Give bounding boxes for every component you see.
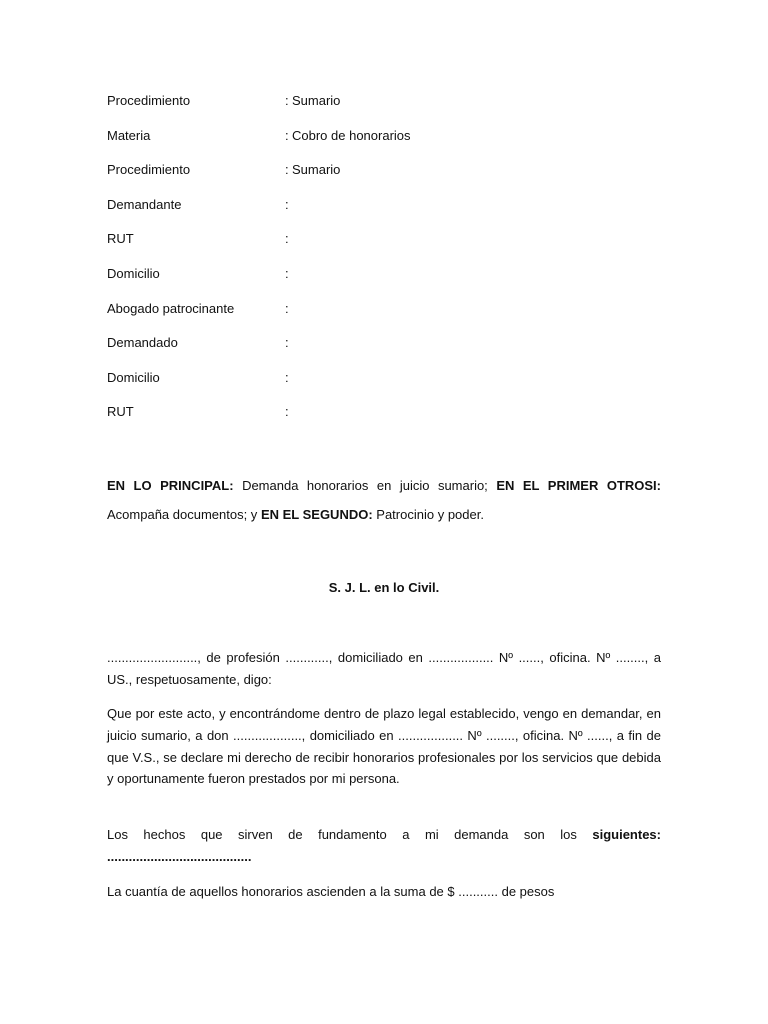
field-separator: :: [285, 231, 289, 247]
field-separator: :: [285, 162, 289, 178]
field-row-rut-2: [107, 402, 667, 437]
petition-summary: [107, 471, 661, 529]
principal-label: EN LO PRINCIPAL:: [107, 478, 234, 493]
field-value: Sumario: [292, 162, 341, 178]
field-row-abogado-patrocinante: [107, 299, 667, 334]
principal-text: Demanda honorarios en juicio sumario;: [242, 478, 488, 493]
field-row-domicilio-2: [107, 368, 667, 403]
field-label: RUT: [107, 404, 134, 420]
field-row-procedimiento: [107, 91, 667, 126]
body-paragraph-intro: ........................., de profesión ............, domiciliado en .................. Nº ......, oficina. Nº ........, a US., respetuosamente, digo:: [107, 650, 661, 687]
body-paragraph-facts: [107, 824, 661, 868]
field-label: Demandante: [107, 196, 182, 212]
field-label: Abogado patrocinante: [107, 300, 235, 316]
facts-text: Los hechos que sirven de fundamento a mi demanda son los: [107, 827, 577, 842]
field-label: Procedimiento: [107, 162, 191, 178]
facts-blank: siguientes: ........................................: [107, 827, 661, 864]
field-row-rut: [107, 229, 667, 264]
body-paragraph-amount: La cuantía de aquellos honorarios ascienden a la suma de $ ........... de pesos: [107, 884, 555, 899]
field-label: Domicilio: [107, 265, 160, 281]
field-label: RUT: [107, 231, 134, 247]
field-row-demandante: [107, 195, 667, 230]
segundo-otrosi-label: EN EL SEGUNDO:: [260, 507, 373, 522]
field-separator: :: [285, 93, 289, 108]
field-row-demandado: [107, 333, 667, 368]
field-row-procedimiento-2: [107, 160, 667, 195]
field-value: Sumario: [292, 93, 341, 108]
field-separator: :: [285, 369, 289, 385]
field-row-materia: [107, 126, 667, 161]
field-label: Domicilio: [107, 369, 160, 385]
field-separator: :: [285, 196, 289, 212]
field-separator: :: [285, 404, 289, 420]
field-label: Materia: [107, 127, 151, 143]
field-separator: :: [285, 335, 289, 351]
field-separator: :: [285, 265, 289, 281]
primer-otrosi-label: EN EL PRIMER OTROSI:: [496, 478, 661, 493]
segundo-otrosi-text: Patrocinio y poder.: [376, 507, 484, 522]
body-paragraph-demand: Que por este acto, y encontrándome dentro de plazo legal establecido, vengo en demandar, en juicio sumario, a don ..................., domiciliado en .................. Nº ........, oficina. Nº ......, a fin de que V.S., se declare mi derecho de recibir honorarios profesionales por los servicios que debida y oportunamente fueron prestados por mi persona.: [107, 706, 661, 787]
field-label: Procedimiento: [107, 93, 191, 108]
field-row-domicilio: [107, 264, 667, 299]
field-value: Cobro de honorarios: [292, 127, 411, 143]
field-separator: :: [285, 300, 289, 316]
field-separator: :: [285, 127, 289, 143]
case-header-fields: [107, 91, 667, 437]
primer-otrosi-text: Acompaña documentos; y: [107, 507, 258, 522]
court-addressee: S. J. L. en lo Civil.: [328, 580, 440, 595]
field-label: Demandado: [107, 335, 178, 351]
